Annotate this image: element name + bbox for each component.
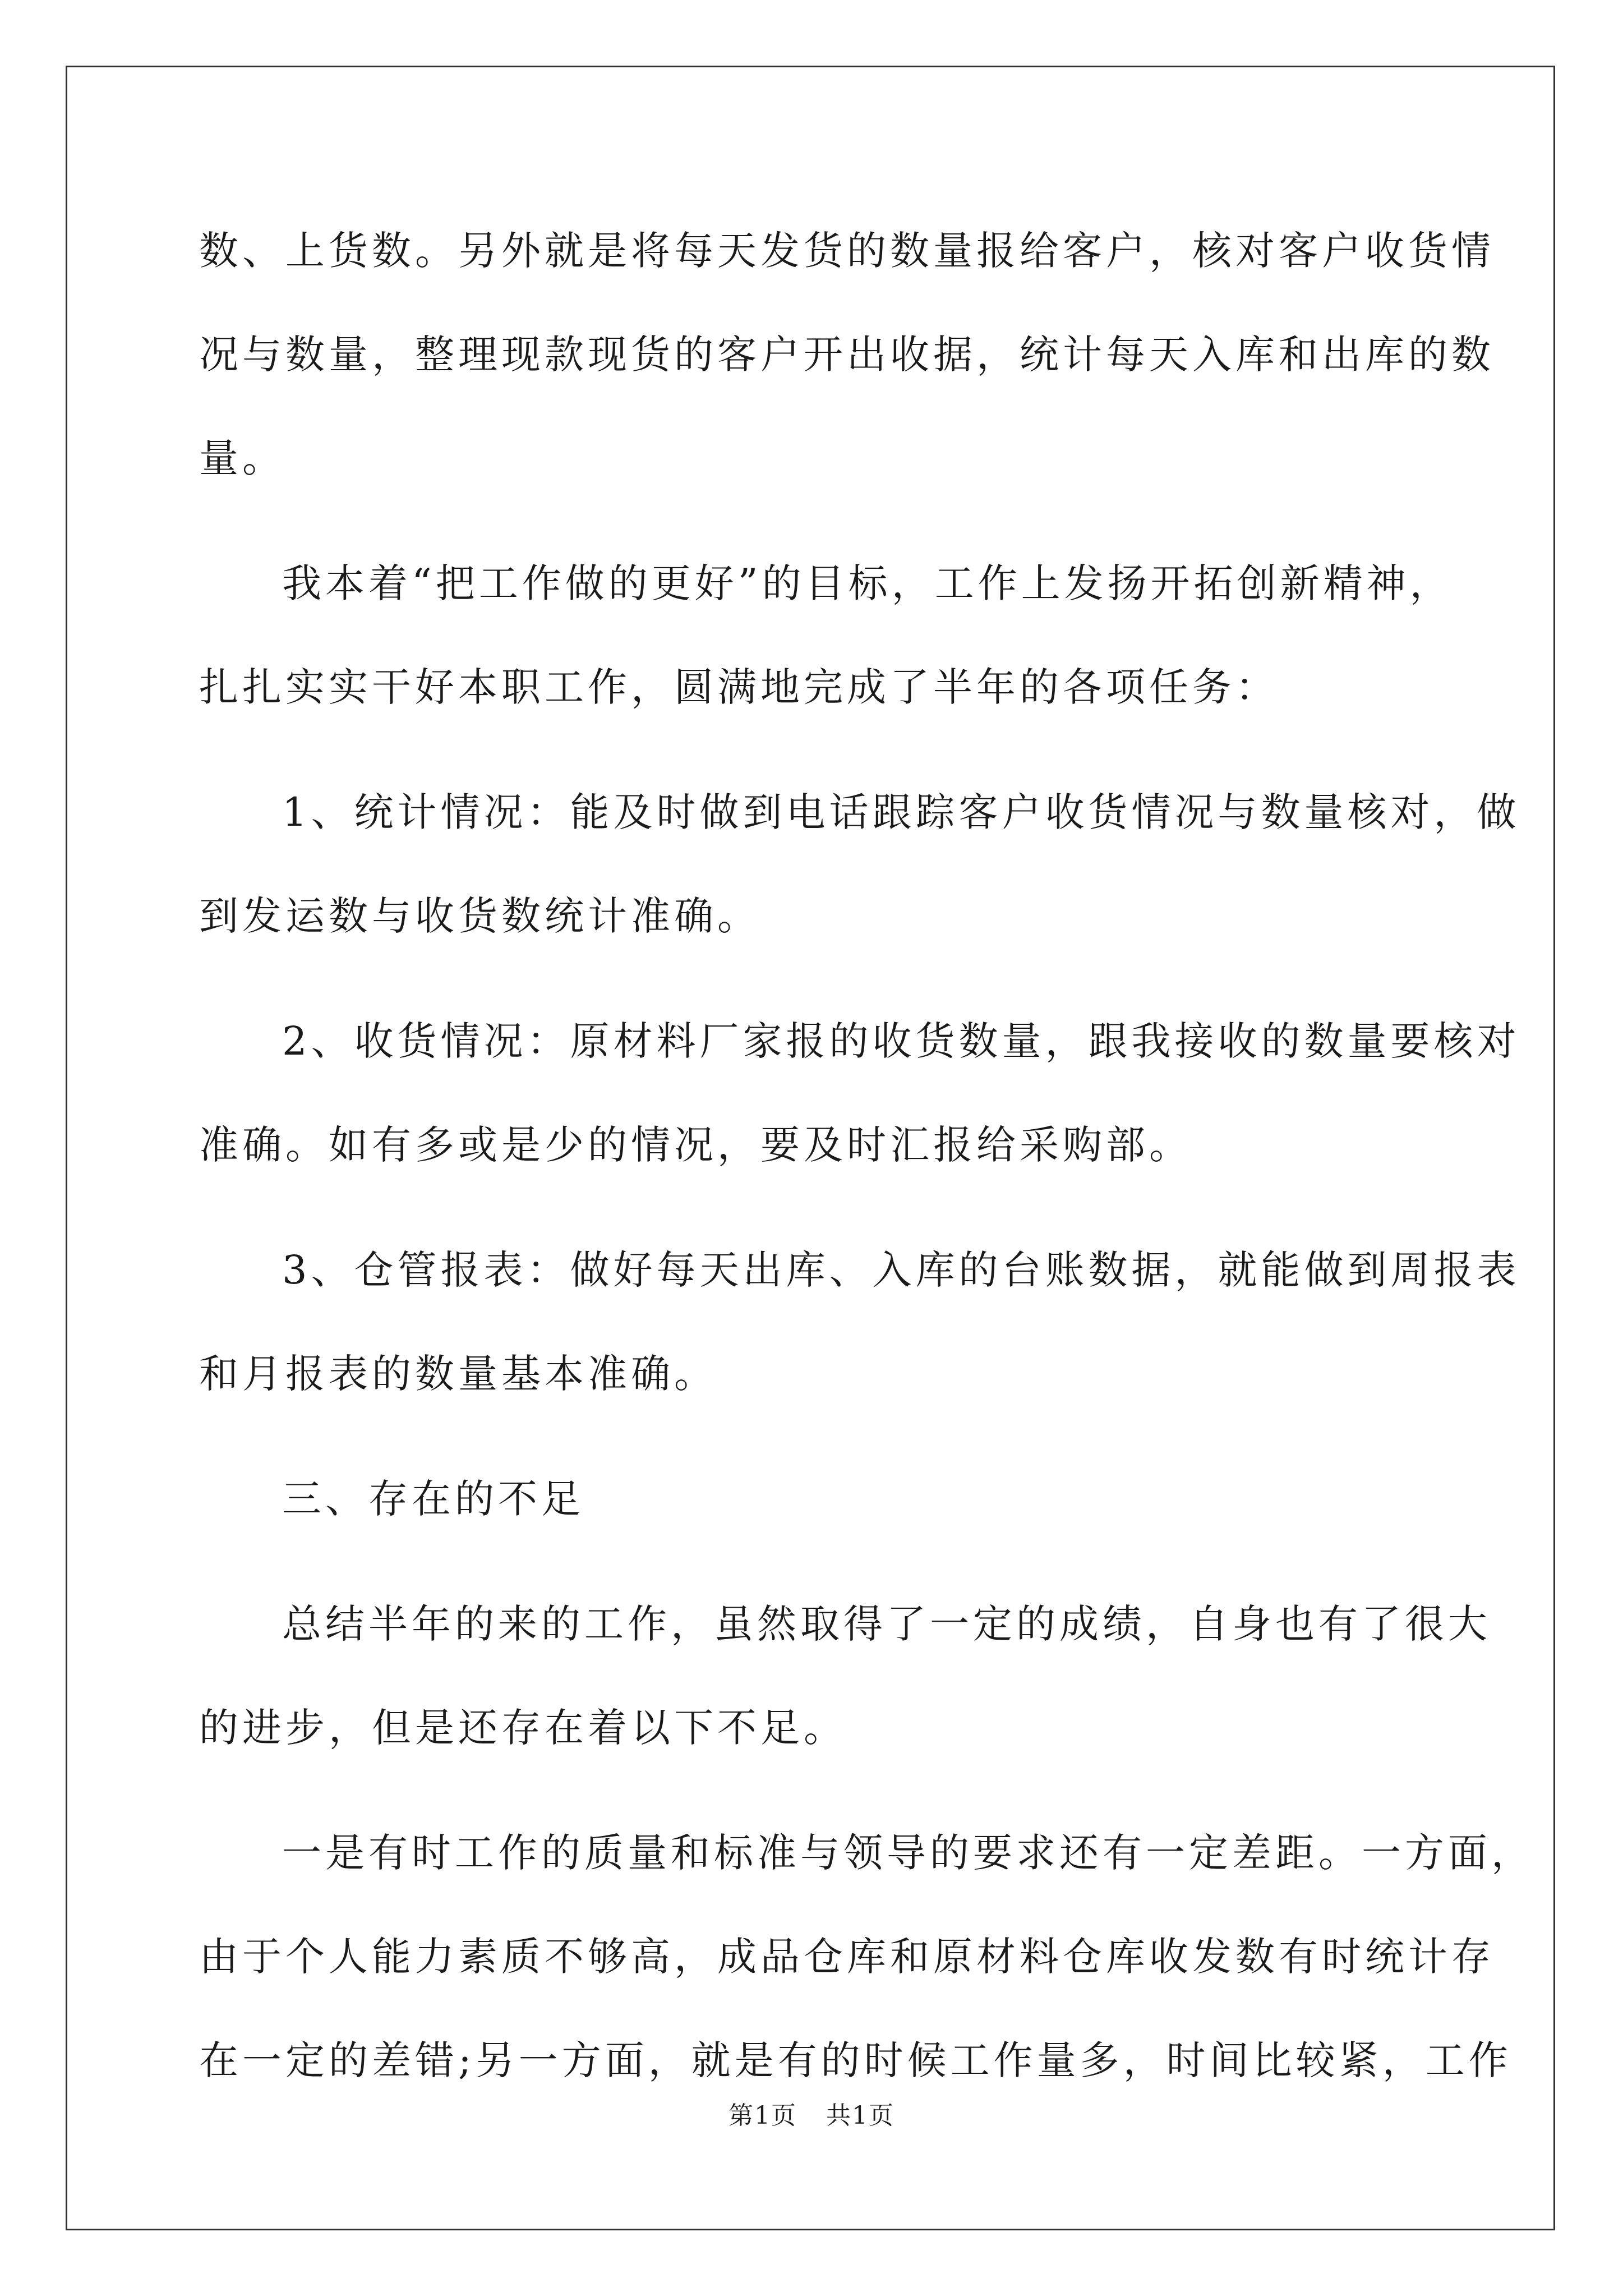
page-footer <box>0 2095 1623 2131</box>
page-total: 共1页 <box>826 2101 895 2130</box>
text-line: 量。 <box>199 435 285 481</box>
text-line: 一是有时工作的质量和标准与领导的要求还有一定差距。一方面， <box>282 1830 1534 1876</box>
text-line: 况与数量，整理现款现货的客户开出收据，统计每天入库和出库的数 <box>199 332 1495 378</box>
text-line: 总结半年的来的工作，虽然取得了一定的成绩，自身也有了很大 <box>282 1601 1491 1647</box>
paragraph <box>199 199 1495 510</box>
text-line: 准确。如有多或是少的情况，要及时汇报给采购部。 <box>199 1122 1192 1168</box>
paragraph <box>199 532 1455 739</box>
paragraph <box>199 1801 1534 2113</box>
document-body <box>199 199 1534 2134</box>
page-number: 第1页 <box>728 2101 797 2130</box>
paragraph <box>199 990 1520 1197</box>
paragraph <box>199 1447 1455 1551</box>
text-line: 扎扎实实干好本职工作，圆满地完成了半年的各项任务： <box>199 664 1279 710</box>
text-line: 由于个人能力素质不够高，成品仓库和原材料仓库收发数有时统计存 <box>199 1934 1495 1980</box>
text-line: 三、存在的不足 <box>282 1476 584 1522</box>
text-line: 3、仓管报表：做好每天出库、入库的台账数据，就能做到周报表 <box>282 1247 1520 1293</box>
text-line: 的进步，但是还存在着以下不足。 <box>199 1705 847 1751</box>
text-line: 在一定的差错;另一方面，就是有的时候工作量多，时间比较紧，工作 <box>199 2037 1512 2083</box>
text-line: 和月报表的数量基本准确。 <box>199 1351 717 1397</box>
paragraph <box>199 761 1520 968</box>
text-line: 到发运数与收货数统计准确。 <box>199 893 760 939</box>
paragraph <box>199 1572 1491 1780</box>
paragraph <box>199 1218 1520 1426</box>
text-line: 1、统计情况：能及时做到电话跟踪客户收货情况与数量核对，做 <box>282 789 1520 835</box>
text-line: 2、收货情况：原材料厂家报的收货数量，跟我接收的数量要核对 <box>282 1018 1520 1064</box>
text-line: 数、上货数。另外就是将每天发货的数量报给客户，核对客户收货情 <box>199 228 1495 274</box>
text-line: 我本着“把工作做的更好”的目标，工作上发扬开拓创新精神， <box>282 560 1453 606</box>
